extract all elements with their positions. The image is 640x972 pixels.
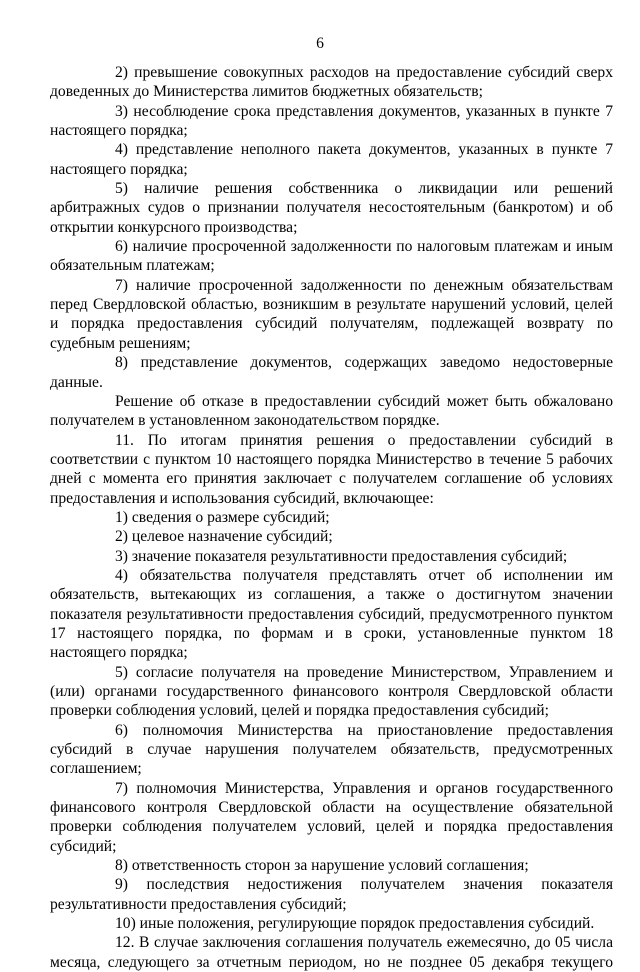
agreement-item-9: 9) последствия недостижения получателем значения показателя результативности предоставления субсидий; <box>50 876 613 913</box>
paragraph-section-11: 11. По итогам принятия решения о предоставлении субсидий в соответствии с пунктом 10 настоящего порядка Министерство в течение 5 рабочих дней с момента его принятия заключает с получателем соглашение об условиях предоставления и использования субсидий, включающее: <box>50 431 613 507</box>
agreement-item-3: 3) значение показателя результативности предоставления субсидий; <box>115 547 568 565</box>
paragraph-section-12: 12. В случае заключения соглашения получатель ежемесячно, до 05 числа месяца, следующего за отчетным периодом, но не позднее 05 декабря текущего <box>50 934 613 971</box>
agreement-item-6: 6) полномочия Министерства на приостановление предоставления субсидий в случае нарушения получателем обязательств, предусмотренных соглашением; <box>50 721 613 778</box>
paragraph-item-6: 6) наличие просроченной задолженности по налоговым платежам и иным обязательным платежам; <box>50 238 613 275</box>
document-body <box>50 63 613 972</box>
page-number: 6 <box>316 35 324 52</box>
agreement-item-8: 8) ответственность сторон за нарушение условий соглашения; <box>115 857 529 875</box>
agreement-item-10: 10) иные положения, регулирующие порядок предоставления субсидий. <box>115 915 595 933</box>
paragraph-appeal-note: Решение об отказе в предоставлении субсидий может быть обжаловано получателем в установленном законодательством порядке. <box>50 392 613 430</box>
paragraph-item-5: 5) наличие решения собственника о ликвидации или решений арбитражных судов о признании получателя несостоятельным (банкротом) и об открытии конкурсного производства; <box>50 180 613 236</box>
paragraph-item-2: 2) превышение совокупных расходов на предоставление субсидий сверх доведенных до Министерства лимитов бюджетных обязательств; <box>50 64 613 101</box>
agreement-item-1: 1) сведения о размере субсидий; <box>115 508 330 526</box>
paragraph-item-7: 7) наличие просроченной задолженности по денежным обязательствам перед Свердловской областью, возникшим в результате нарушений условий, целей и порядка предоставления субсидий получателям, подлежащей возврату по судебным решениям; <box>50 276 613 352</box>
agreement-item-2: 2) целевое назначение субсидий; <box>115 528 333 546</box>
agreement-item-7: 7) полномочия Министерства, Управления и органов государственного финансового контроля Свердловской области на осуществление обязательной проверки соблюдения получателем условий, целей и порядка предоставления субсидий; <box>50 779 613 855</box>
paragraph-item-3: 3) несоблюдение срока представления документов, указанных в пункте 7 настоящего порядка; <box>50 102 613 140</box>
agreement-item-5: 5) согласие получателя на проведение Министерством, Управлением и (или) органами государственного финансового контроля Свердловской области проверки соблюдения условий, целей и порядка предоставления субсидий; <box>50 663 613 720</box>
paragraph-item-8: 8) представление документов, содержащих заведомо недостоверные данные. <box>50 354 613 391</box>
agreement-item-4: 4) обязательства получателя представлять отчет об исполнении им обязательств, вытекающих из соглашения, а также о достигнутом значении показателя результативности предоставления субсидий, предусмотренного пунктом 17 настоящего порядка, по формам и в сроки, установленные пунктом 18 настоящего порядка; <box>50 566 613 662</box>
paragraph-item-4: 4) представление неполного пакета документов, указанных в пункте 7 настоящего порядка; <box>50 141 613 178</box>
